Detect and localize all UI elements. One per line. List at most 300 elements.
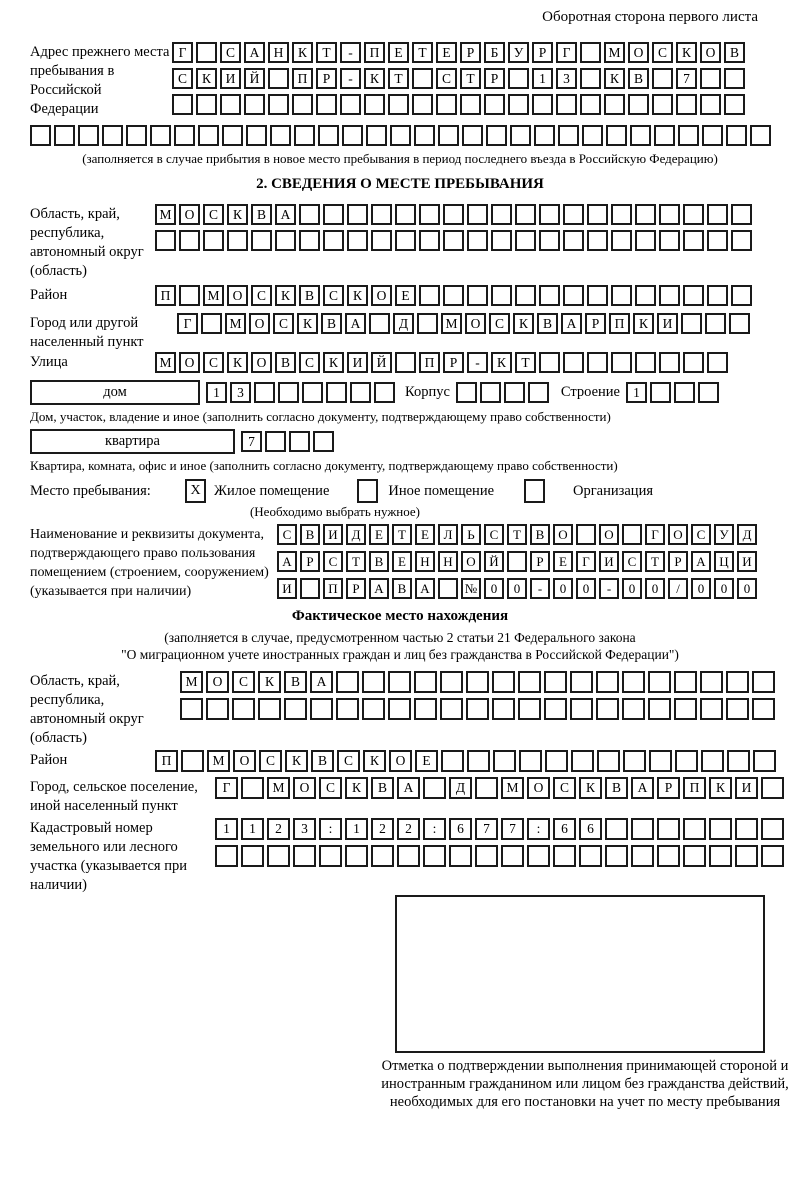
char-box: А <box>369 578 389 599</box>
char-box: А <box>415 578 435 599</box>
char-box: В <box>284 671 307 693</box>
char-box: Д <box>346 524 366 545</box>
char-box <box>504 382 525 403</box>
char-box <box>179 230 200 251</box>
char-box <box>659 204 680 225</box>
char-box <box>606 125 627 146</box>
char-box <box>571 750 594 772</box>
char-box <box>419 285 440 306</box>
char-box: М <box>155 204 176 225</box>
char-box <box>750 125 771 146</box>
char-box: Ц <box>714 551 734 572</box>
previous-address-char-row-1 <box>172 42 745 63</box>
char-box: У <box>508 42 529 63</box>
char-box: М <box>203 285 224 306</box>
actual-location-caption-2: "О миграционном учете иностранных граждан и лиц без гражданства в Российской Федерации") <box>121 647 679 662</box>
char-box: 2 <box>267 818 290 840</box>
char-box <box>700 94 721 115</box>
char-box: : <box>423 818 446 840</box>
char-box <box>395 230 416 251</box>
char-box <box>206 698 229 720</box>
char-box <box>441 750 464 772</box>
char-box: И <box>735 777 758 799</box>
char-box: О <box>179 204 200 225</box>
char-box: Р <box>530 551 550 572</box>
char-box: М <box>207 750 230 772</box>
char-box <box>362 698 385 720</box>
char-box <box>419 230 440 251</box>
char-box: К <box>258 671 281 693</box>
char-box <box>674 698 697 720</box>
char-box <box>30 125 51 146</box>
char-box: О <box>251 352 272 373</box>
char-box: В <box>251 204 272 225</box>
char-box <box>412 68 433 89</box>
stay-type-row <box>30 479 770 503</box>
char-box: С <box>489 313 510 334</box>
char-box <box>726 125 747 146</box>
char-box <box>657 818 680 840</box>
char-box: О <box>293 777 316 799</box>
char-box <box>532 94 553 115</box>
char-box <box>414 125 435 146</box>
char-box <box>657 845 680 867</box>
char-box <box>683 285 704 306</box>
char-box: С <box>323 285 344 306</box>
char-box <box>179 285 200 306</box>
previous-address-label: Адрес прежнего места пребывания в Российской Федерации <box>30 44 170 117</box>
char-box: В <box>605 777 628 799</box>
char-box <box>683 230 704 251</box>
char-box <box>515 230 536 251</box>
char-box <box>443 230 464 251</box>
residential-premises-label: Жилое помещение <box>214 482 330 499</box>
char-box <box>275 230 296 251</box>
char-box: Е <box>415 524 435 545</box>
char-box <box>539 204 560 225</box>
char-box: С <box>251 285 272 306</box>
region-label: Область, край, республика, автономный округ (область) <box>30 206 144 279</box>
char-box <box>326 382 347 403</box>
actual-city-field <box>30 777 770 816</box>
char-box: Д <box>449 777 472 799</box>
char-box <box>440 698 463 720</box>
char-box: Е <box>415 750 438 772</box>
char-box <box>582 125 603 146</box>
char-box <box>698 382 719 403</box>
char-box: С <box>319 777 342 799</box>
char-box: К <box>676 42 697 63</box>
char-box <box>587 230 608 251</box>
char-box <box>310 698 333 720</box>
char-box <box>518 698 541 720</box>
char-box <box>278 382 299 403</box>
char-box: С <box>277 524 297 545</box>
char-box <box>563 230 584 251</box>
char-box: П <box>609 313 630 334</box>
char-box <box>366 125 387 146</box>
char-box <box>388 698 411 720</box>
char-box: Т <box>316 42 337 63</box>
region-char-row-2 <box>155 230 752 251</box>
char-box <box>563 204 584 225</box>
char-box: В <box>537 313 558 334</box>
char-box: А <box>691 551 711 572</box>
actual-region-char-row-2 <box>180 698 775 720</box>
char-box: А <box>310 671 333 693</box>
char-box <box>558 125 579 146</box>
stroenie-label: Строение <box>560 384 620 400</box>
char-box: Т <box>507 524 527 545</box>
char-box <box>518 671 541 693</box>
char-box <box>440 671 463 693</box>
char-box <box>649 750 672 772</box>
char-box <box>534 125 555 146</box>
char-box <box>265 431 286 452</box>
char-box <box>700 698 723 720</box>
char-box: С <box>203 204 224 225</box>
char-box <box>466 671 489 693</box>
char-box <box>491 285 512 306</box>
char-box <box>596 698 619 720</box>
char-box <box>347 230 368 251</box>
char-box <box>319 845 342 867</box>
stroenie-char-row <box>626 382 719 403</box>
char-box: / <box>668 578 688 599</box>
char-box <box>126 125 147 146</box>
char-box: 1 <box>215 818 238 840</box>
char-box <box>180 698 203 720</box>
char-box: 2 <box>397 818 420 840</box>
char-box <box>635 204 656 225</box>
char-box <box>563 352 584 373</box>
actual-region-field <box>30 671 770 748</box>
char-box: М <box>180 671 203 693</box>
district-label: Район <box>30 287 68 303</box>
char-box <box>475 777 498 799</box>
char-box: Т <box>388 68 409 89</box>
char-box <box>198 125 219 146</box>
char-box: С <box>652 42 673 63</box>
char-box: О <box>179 352 200 373</box>
district-char-row <box>155 285 752 306</box>
char-box <box>702 125 723 146</box>
char-box <box>289 431 310 452</box>
char-box: С <box>232 671 255 693</box>
char-box: В <box>321 313 342 334</box>
title-document-char-row-2 <box>277 551 757 572</box>
char-box <box>342 125 363 146</box>
char-box <box>752 671 775 693</box>
char-box: С <box>553 777 576 799</box>
city-label: Город или другой населенный пункт <box>30 315 144 350</box>
char-box: Р <box>346 578 366 599</box>
char-box <box>700 671 723 693</box>
char-box <box>631 845 654 867</box>
previous-address-field <box>30 42 770 119</box>
char-box: Б <box>484 42 505 63</box>
char-box: Т <box>515 352 536 373</box>
char-box <box>172 94 193 115</box>
char-box <box>553 845 576 867</box>
char-box: О <box>465 313 486 334</box>
organization-checkbox <box>524 479 545 503</box>
char-box <box>371 845 394 867</box>
char-box: К <box>292 42 313 63</box>
char-box: Е <box>369 524 389 545</box>
char-box: 6 <box>553 818 576 840</box>
char-box <box>220 94 241 115</box>
char-box: К <box>513 313 534 334</box>
title-document-label: Наименование и реквизиты документа, подтверждающего право пользования помещением (строением, сооружением) (указывается при наличии) <box>30 527 269 599</box>
char-box <box>676 94 697 115</box>
char-box: Н <box>438 551 458 572</box>
char-box: Й <box>371 352 392 373</box>
apartment-type-box: квартира <box>30 429 235 454</box>
char-box <box>683 204 704 225</box>
char-box <box>258 698 281 720</box>
char-box <box>683 818 706 840</box>
char-box: 0 <box>714 578 734 599</box>
char-box: Е <box>553 551 573 572</box>
char-box: 0 <box>484 578 504 599</box>
char-box <box>631 818 654 840</box>
organization-label: Организация <box>573 482 653 499</box>
char-box <box>150 125 171 146</box>
char-box <box>659 352 680 373</box>
char-box: И <box>220 68 241 89</box>
char-box <box>323 230 344 251</box>
char-box: С <box>436 68 457 89</box>
char-box: 0 <box>507 578 527 599</box>
apartment-row <box>30 429 770 454</box>
char-box: 3 <box>293 818 316 840</box>
char-box <box>674 382 695 403</box>
char-box: Л <box>438 524 458 545</box>
house-caption: Дом, участок, владение и иное (заполнить согласно документу, подтверждающему право собственности) <box>30 409 611 424</box>
char-box <box>652 94 673 115</box>
char-box <box>611 230 632 251</box>
char-box: : <box>527 818 550 840</box>
char-box <box>316 94 337 115</box>
char-box <box>507 551 527 572</box>
char-box <box>493 750 516 772</box>
previous-address-caption: (заполняется в случае прибытия в новое место пребывания в период последнего въезда в Российскую Федерацию) <box>82 151 718 166</box>
char-box <box>605 818 628 840</box>
char-box: К <box>227 352 248 373</box>
char-box: А <box>631 777 654 799</box>
char-box: К <box>491 352 512 373</box>
city-field <box>30 313 770 352</box>
char-box: Г <box>177 313 198 334</box>
char-box: М <box>501 777 524 799</box>
char-box <box>492 671 515 693</box>
actual-region-char-row-1 <box>180 671 775 693</box>
char-box <box>484 94 505 115</box>
char-box <box>726 671 749 693</box>
char-box: И <box>277 578 297 599</box>
char-box <box>539 230 560 251</box>
char-box <box>570 671 593 693</box>
char-box <box>761 845 784 867</box>
char-box: П <box>323 578 343 599</box>
char-box <box>587 352 608 373</box>
char-box <box>648 671 671 693</box>
char-box: С <box>337 750 360 772</box>
char-box <box>519 750 542 772</box>
char-box <box>650 382 671 403</box>
char-box <box>753 750 776 772</box>
cadastral-char-row-2 <box>215 845 784 867</box>
char-box <box>299 204 320 225</box>
char-box <box>700 68 721 89</box>
char-box <box>731 230 752 251</box>
char-box <box>467 750 490 772</box>
char-box <box>659 230 680 251</box>
confirmation-note: Отметка о подтверждении выполнения принимающей стороной и иностранным гражданином или лицом без гражданства действий, необходимых для его постановки на учет по месту пребывания <box>381 1058 789 1110</box>
char-box <box>528 382 549 403</box>
previous-address-char-row-2 <box>172 68 745 89</box>
char-box <box>414 671 437 693</box>
char-box <box>735 845 758 867</box>
char-box <box>466 698 489 720</box>
char-box <box>604 94 625 115</box>
char-box: 0 <box>576 578 596 599</box>
char-box <box>705 313 726 334</box>
char-box <box>300 578 320 599</box>
char-box <box>539 285 560 306</box>
char-box: С <box>259 750 282 772</box>
char-box <box>456 382 477 403</box>
char-box: 3 <box>230 382 251 403</box>
char-box <box>622 671 645 693</box>
char-box: В <box>311 750 334 772</box>
char-box <box>181 750 204 772</box>
char-box <box>727 750 750 772</box>
char-box <box>761 818 784 840</box>
char-box: И <box>599 551 619 572</box>
char-box: О <box>249 313 270 334</box>
char-box <box>580 94 601 115</box>
char-box: А <box>397 777 420 799</box>
char-box <box>318 125 339 146</box>
char-box: О <box>700 42 721 63</box>
char-box: С <box>299 352 320 373</box>
char-box <box>622 698 645 720</box>
char-box <box>345 845 368 867</box>
actual-region-label: Область, край, республика, автономный округ (область) <box>30 673 144 746</box>
char-box: К <box>227 204 248 225</box>
char-box: Т <box>460 68 481 89</box>
char-box <box>54 125 75 146</box>
char-box: Н <box>415 551 435 572</box>
char-box: О <box>461 551 481 572</box>
char-box: И <box>737 551 757 572</box>
char-box: О <box>233 750 256 772</box>
char-box <box>270 125 291 146</box>
char-box <box>707 230 728 251</box>
char-box <box>438 125 459 146</box>
char-box: 0 <box>645 578 665 599</box>
char-box: 7 <box>475 818 498 840</box>
house-row <box>30 380 770 405</box>
char-box <box>462 125 483 146</box>
char-box: 1 <box>626 382 647 403</box>
char-box: И <box>347 352 368 373</box>
char-box: П <box>155 285 176 306</box>
char-box <box>201 313 222 334</box>
sheet-side-note: Оборотная сторона первого листа <box>542 9 758 25</box>
street-label: Улица <box>30 354 68 370</box>
char-box <box>707 285 728 306</box>
char-box: Т <box>346 551 366 572</box>
char-box <box>241 845 264 867</box>
char-box: № <box>461 578 481 599</box>
char-box <box>556 94 577 115</box>
char-box: И <box>657 313 678 334</box>
previous-address-char-row-3 <box>172 94 745 115</box>
char-box: Р <box>300 551 320 572</box>
char-box: Н <box>268 42 289 63</box>
char-box: 7 <box>676 68 697 89</box>
char-box: В <box>628 68 649 89</box>
char-box <box>596 671 619 693</box>
actual-district-field <box>30 750 770 772</box>
char-box: О <box>628 42 649 63</box>
char-box <box>611 352 632 373</box>
char-box <box>491 230 512 251</box>
title-document-field <box>30 524 770 601</box>
cadastral-char-row-1 <box>215 818 784 840</box>
char-box: 0 <box>691 578 711 599</box>
char-box: М <box>267 777 290 799</box>
char-box <box>515 285 536 306</box>
char-box: Р <box>484 68 505 89</box>
char-box: К <box>323 352 344 373</box>
char-box <box>388 94 409 115</box>
char-box: Р <box>316 68 337 89</box>
char-box <box>390 125 411 146</box>
char-box: Т <box>645 551 665 572</box>
char-box: Е <box>395 285 416 306</box>
char-box: О <box>206 671 229 693</box>
stay-type-label: Место пребывания: <box>30 482 151 499</box>
char-box <box>371 204 392 225</box>
char-box <box>508 68 529 89</box>
char-box: Р <box>532 42 553 63</box>
apartment-number-char-row <box>241 431 334 452</box>
char-box <box>707 352 728 373</box>
char-box <box>709 818 732 840</box>
char-box: К <box>285 750 308 772</box>
char-box <box>196 42 217 63</box>
char-box: О <box>599 524 619 545</box>
previous-address-char-row-4 <box>30 125 770 146</box>
char-box <box>605 845 628 867</box>
char-box: Е <box>392 551 412 572</box>
char-box: М <box>225 313 246 334</box>
char-box <box>467 285 488 306</box>
char-box: О <box>553 524 573 545</box>
char-box <box>480 382 501 403</box>
char-box: Д <box>737 524 757 545</box>
char-box: К <box>709 777 732 799</box>
char-box: 0 <box>737 578 757 599</box>
char-box <box>752 698 775 720</box>
char-box: О <box>227 285 248 306</box>
char-box: В <box>371 777 394 799</box>
char-box <box>611 285 632 306</box>
